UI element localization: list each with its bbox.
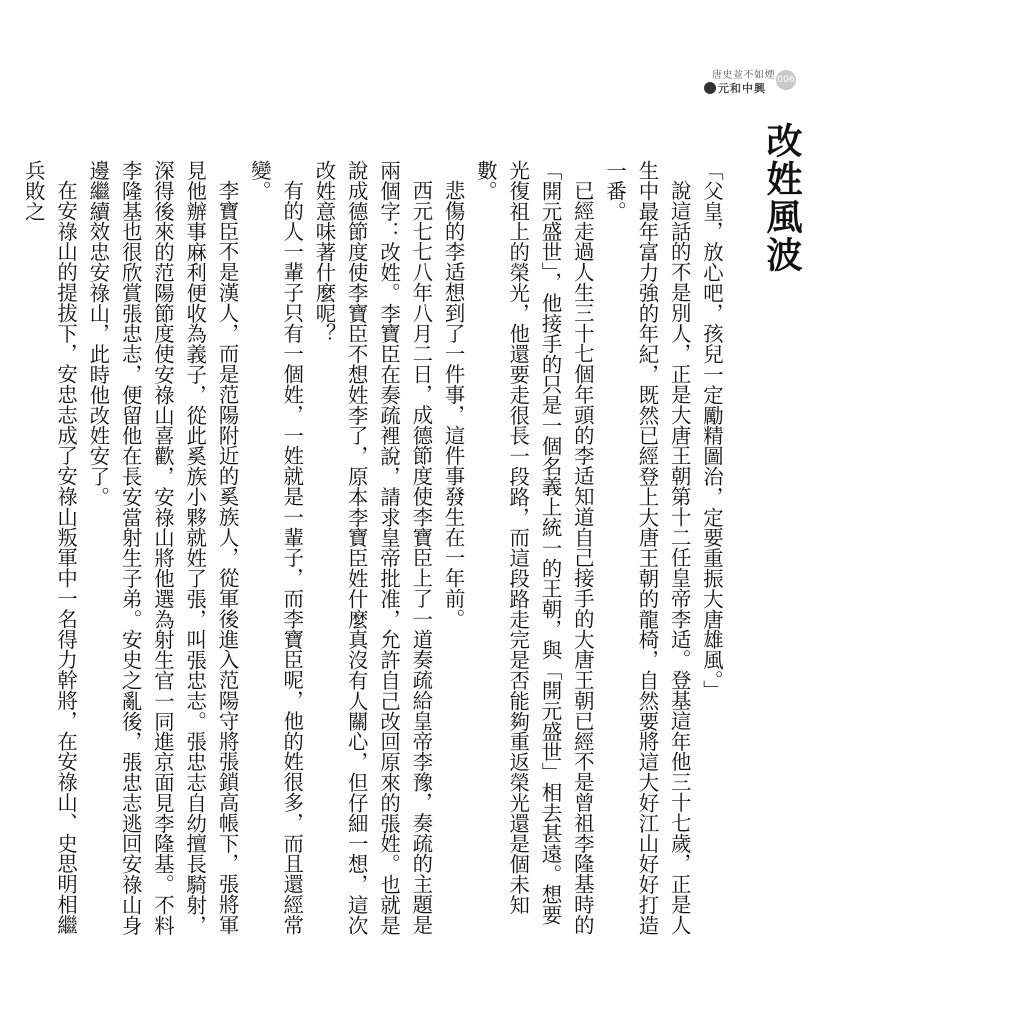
header-seal-icon [704, 82, 716, 94]
paragraph: 「父皇，放心吧，孩兒一定勵精圖治，定要重振大唐雄風。」 [700, 160, 724, 701]
paragraph: 已經走過人生三十七個年頭的李适知道自己接手的大唐王朝已經不是曾祖李隆基時的「開元盛世」，他接手的只是一個名義上統一的王朝，與「開元盛世」相去甚遠。想要光復祖上的榮光，他還要走很長一段路，而這段路走完是否能夠重返榮光還是個未知數。 [473, 160, 595, 936]
page-number: 006 [776, 70, 796, 90]
running-header-series: 唐史並不如煙 [712, 70, 775, 81]
paragraph: 西元七七八年八月二日，成德節度使李寶臣上了一道奏疏給皇帝李豫，奏疏的主題是兩個字：改姓。李寶臣在奏疏裡說，請求皇帝批准，允許自己改回原來的張姓。也就是說成德節度使李寶臣不想姓李了，原本李寶臣姓什麼真沒有人關心，但仔細一想，這次改姓意味著什麼呢？ [312, 160, 434, 936]
chapter-title: 改姓風波 [761, 122, 803, 274]
paragraph: 在安祿山的提拔下，安忠志成了安祿山叛軍中一名得力幹將，在安祿山、史思明相繼兵敗之 [21, 160, 79, 936]
body-text [21, 160, 728, 940]
paragraph: 李寶臣不是漢人，而是范陽附近的奚族人，從軍後進入范陽守將張鎖高帳下，張將軍見他辦事麻利便收為義子，從此奚族小夥就姓了張，叫張忠志。張忠志自幼擅長騎射，深得後來的范陽節度使安祿山喜歡，安祿山將他選為射生官一同進京面見李隆基。不料李隆基也很欣賞張忠志，便留他在長安當射生子弟。安史之亂後，張忠志逃回安祿山身邊繼續效忠安祿山，此時他改姓安了。 [86, 160, 240, 936]
paragraph: 有的人一輩子只有一個姓，一姓就是一輩子，而李寶臣呢，他的姓很多，而且還經常變。 [247, 160, 305, 936]
paragraph: 悲傷的李适想到了一件事，這件事發生在一年前。 [441, 180, 466, 630]
paragraph: 說這話的不是別人，正是大唐王朝第十二任皇帝李适。登基這年他三十七歲，正是人生中最年富力強的年紀，既然已經登上大唐王朝的龍椅，自然要將這大好江山好好打造一番。 [603, 160, 692, 936]
running-header-subtitle: 元和中興 [718, 82, 766, 95]
